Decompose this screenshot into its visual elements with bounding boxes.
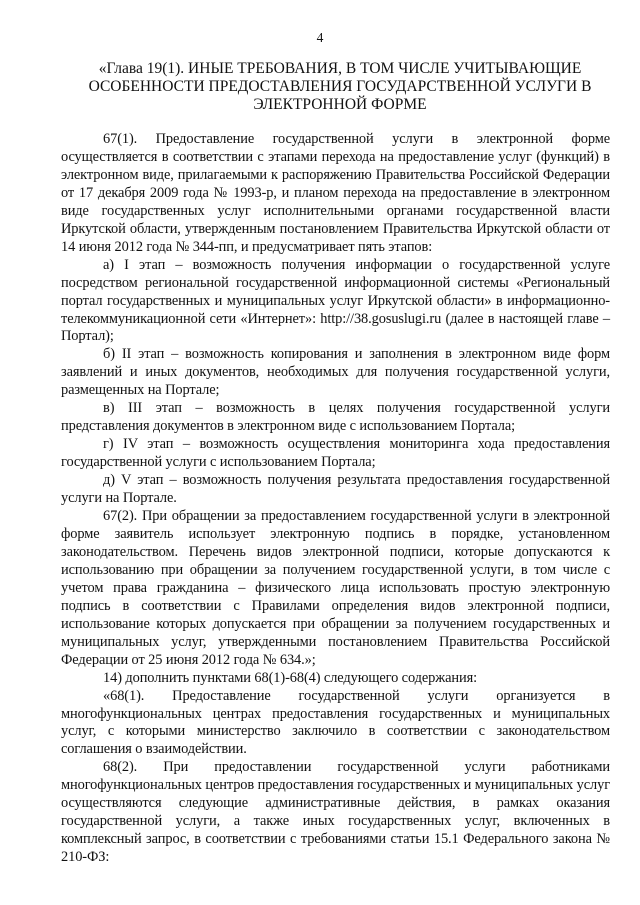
- paragraph-stage-5: д) V этап – возможность получения результата предоставления государственной услуги на Портале.: [61, 472, 610, 507]
- paragraph-stage-3: в) III этап – возможность в целях получения государственной услуги представления документов в электронном виде с использованием Портала;: [61, 400, 610, 435]
- paragraph-68-2: 68(2). При предоставлении государственной услуги работниками многофункциональных центров предоставления государственных и муниципальных услуг осуществляются следующие административные действия, в рамках оказания государственной услуги, а также иных государственных услуг, включенных в комплексный запрос, в соответствии с требованиями статьи 15.1 Федерального закона № 210-ФЗ:: [61, 759, 610, 866]
- paragraph-item-14: 14) дополнить пунктами 68(1)-68(4) следующего содержания:: [103, 669, 477, 686]
- paragraph-67-1: 67(1). Предоставление государственной услуги в электронной форме осуществляется в соответствии с этапами перехода на предоставление услуг (функций) в электронном виде, прилагаемыми к распоряжению Правительства Российской Федерации от 17 декабря 2009 года № 1993-р, и планом перехода на предоставление в электронном виде государственных услуг исполнительными органами государственной власти Иркутской области, утвержденным постановлением Правительства Иркутской области от 14 июня 2012 года № 344-пп, и предусматривает пять этапов:: [61, 131, 610, 255]
- chapter-heading: [60, 60, 620, 114]
- page-number: 4: [316, 30, 324, 45]
- paragraph-68-1: «68(1). Предоставление государственной услуги организуется в многофункциональных центрах предоставления государственных и муниципальных услуг, с которыми министерство заключило в соответствии с законодательством соглашения о взаимодействии.: [61, 687, 610, 758]
- paragraph-stage-1: а) I этап – возможность получения информации о государственной услуге посредством региональной государственной информационной системы «Региональный портал государственных и муниципальных услуг Иркутской области» в информационно-телекоммуникационной сети «Интернет»: http://38.gosuslugi.ru (далее в настоящей главе – Портал);: [61, 256, 610, 345]
- chapter-heading-line: ЭЛЕКТРОННОЙ ФОРМЕ: [253, 96, 427, 113]
- paragraph-stage-4: г) IV этап – возможность осуществления мониторинга хода предоставления государственной услуги с использованием Портала;: [61, 436, 610, 471]
- paragraph-67-2: 67(2). При обращении за предоставлением государственной услуги в электронной форме заявитель использует электронную подпись в порядке, установленном законодательством. Перечень видов электронной подписи, которые допускаются к использованию при обращении за получением государственной услуги, в том числе с учетом права гражданина – физического лица использовать простую электронную подпись в соответствии с Правилами определения видов электронной подписи, использование которых допускается при обращении за получением государственных и муниципальных услуг, утвержденными постановлением Правительства Российской Федерации от 25 июня 2012 года № 634.»;: [61, 508, 610, 668]
- chapter-heading-line: «Глава 19(1). ИНЫЕ ТРЕБОВАНИЯ, В ТОМ ЧИСЛЕ УЧИТЫВАЮЩИЕ: [98, 60, 582, 77]
- paragraph-stage-2: б) II этап – возможность копирования и заполнения в электронном виде форм заявлений и иных документов, необходимых для получения государственной услуги, размещенных на Портале;: [61, 346, 610, 399]
- chapter-heading-line: ОСОБЕННОСТИ ПРЕДОСТАВЛЕНИЯ ГОСУДАРСТВЕННОЙ УСЛУГИ В: [88, 78, 592, 95]
- document-body: [61, 131, 610, 867]
